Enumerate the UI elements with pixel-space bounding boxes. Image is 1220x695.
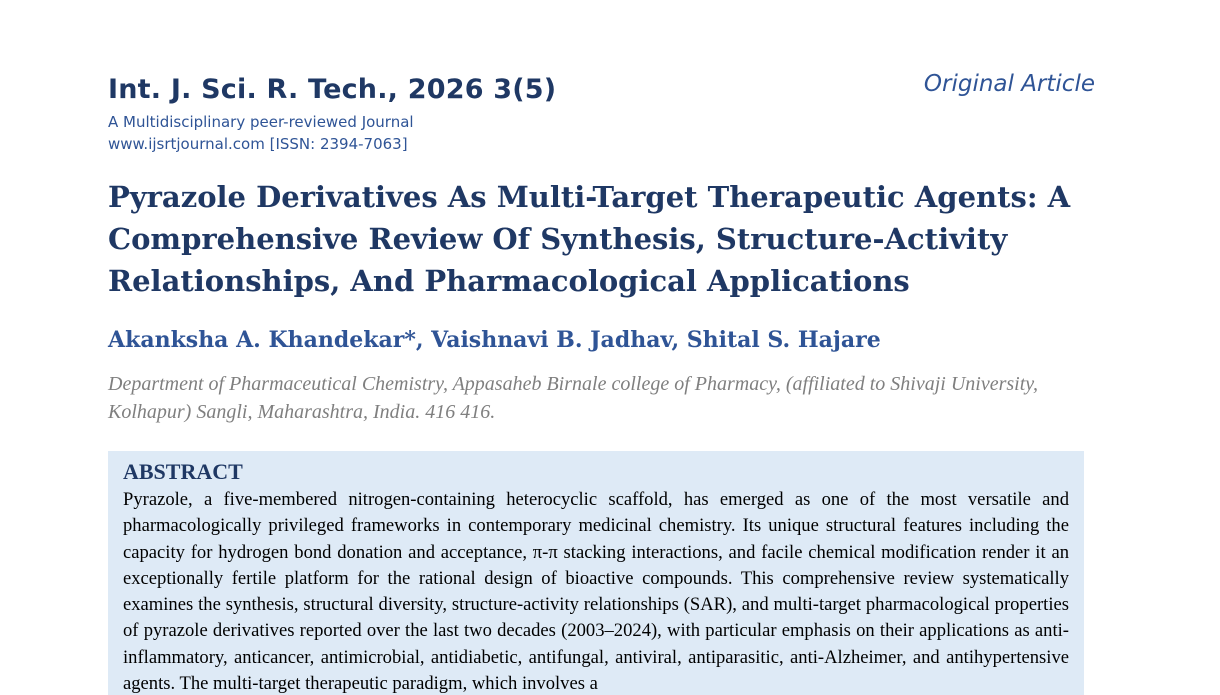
- abstract-text: Pyrazole, a five-membered nitrogen-containing heterocyclic scaffold, has emerged as one of the most versatile and pharmacologically privileged frameworks in contemporary medicinal chemistry. Its unique structural features including the capacity for hydrogen bond donation and acceptance, π-π stacking interactions, and facile chemical modification render it an exceptionally fertile platform for the rational design of bioactive compounds. This comprehensive review systematically examines the synthesis, structural diversity, structure-activity relationships (SAR), and multi-target pharmacological properties of pyrazole derivatives reported over the last two decades (2003–2024), with particular emphasis on their applications as anti-inflammatory, anticancer, antimicrobial, antidiabetic, antifungal, antiviral, antiparasitic, anti-Alzheimer, and antihypertensive agents. The multi-target therapeutic paradigm, which involves a: [123, 489, 1069, 695]
- abstract-section: [108, 451, 1084, 695]
- author-affiliation: Department of Pharmaceutical Chemistry, Appasaheb Birnale college of Pharmacy, (affiliated to Shivaji University, Kolhapur) Sangli, Maharashtra, India. 416 416.: [108, 373, 1039, 423]
- journal-website-issn: www.ijsrtjournal.com [ISSN: 2394-7063]: [108, 135, 408, 153]
- journal-title: Int. J. Sci. R. Tech., 2026 3(5): [108, 74, 557, 105]
- journal-tagline: A Multidisciplinary peer-reviewed Journal: [108, 113, 414, 131]
- abstract-heading: ABSTRACT: [123, 459, 243, 484]
- article-type-label: Original Article: [923, 71, 1095, 97]
- paper-title: Pyrazole Derivatives As Multi-Target Therapeutic Agents: A Comprehensive Review Of Synthesis, Structure-Activity Relationships, And Pharmacological Applications: [108, 180, 1071, 298]
- author-list: Akanksha A. Khandekar*, Vaishnavi B. Jadhav, Shital S. Hajare: [108, 327, 881, 353]
